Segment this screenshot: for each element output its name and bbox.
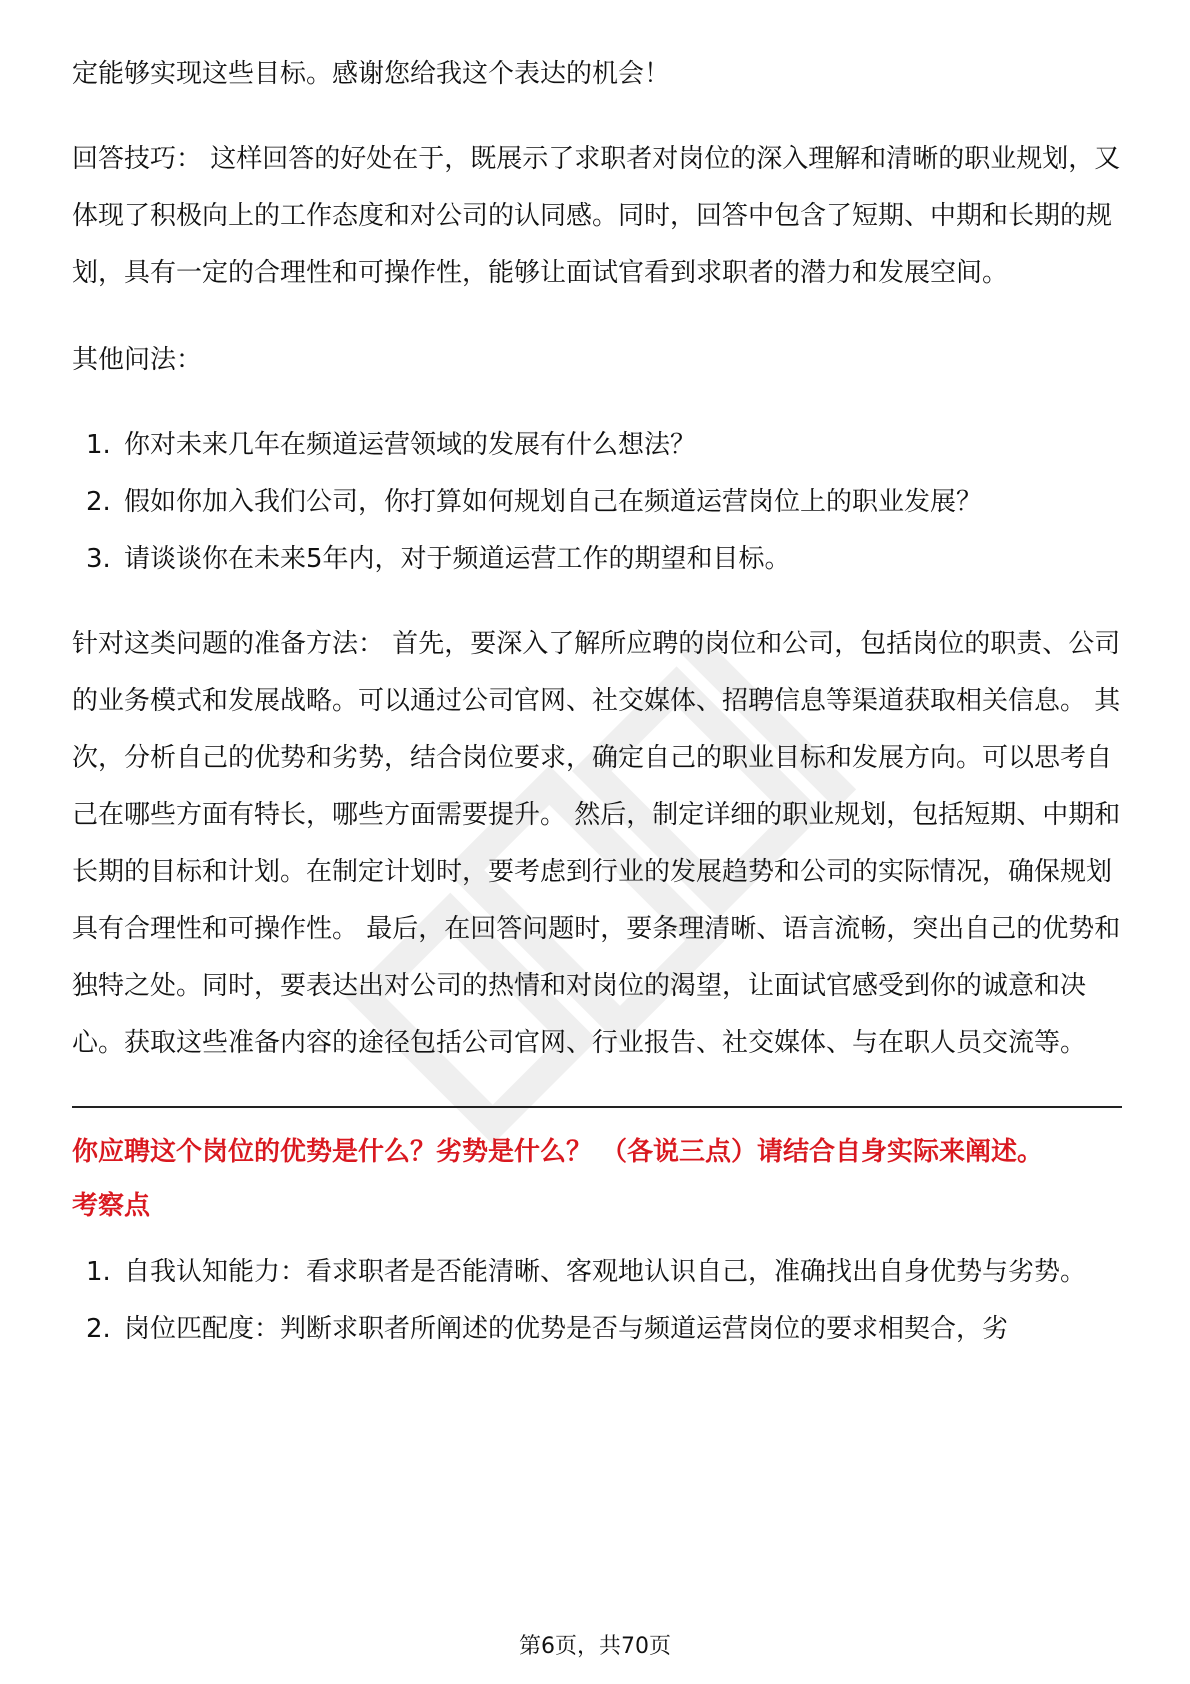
exam-points-list: [72, 1244, 1122, 1358]
list-text: 请谈谈你在未来5年内，对于频道运营工作的期望和目标。: [124, 544, 791, 574]
other-questions-list: [72, 417, 1122, 588]
exam-points-heading: 考察点: [72, 1191, 151, 1221]
intro-line: 定能够实现这些目标。感谢您给我这个表达的机会！: [72, 59, 671, 89]
list-text: 假如你加入我们公司，你打算如何规划自己在频道运营岗位上的职业发展？: [124, 487, 983, 517]
page-number-footer: 第6页，共70页: [519, 1634, 671, 1659]
list-item: [72, 417, 1122, 474]
list-item: [72, 474, 1122, 531]
list-number: 2.: [86, 1314, 111, 1344]
list-number: 1.: [86, 430, 111, 460]
list-number: 3.: [86, 544, 111, 574]
preparation-method: 针对这类问题的准备方法： 首先，要深入了解所应聘的岗位和公司，包括岗位的职责、公司的业务模式和发展战略。可以通过公司官网、社交媒体、招聘信息等渠道获取相关信息。 其次，分析自己的优势和劣势，结合岗位要求，确定自己的职业目标和发展方向。可以思考自己在哪些方面有特长，哪些方面需要提升。 然后，制定详细的职业规划，包括短期、中期和长期的目标和计划。在制定计划时，要考虑到行业的发展趋势和公司的实际情况，确保规划具有合理性和可操作性。 最后，在回答问题时，要条理清晰、语言流畅，突出自己的优势和独特之处。同时，要表达出对公司的热情和对岗位的渴望，让面试官感受到你的诚意和决心。获取这些准备内容的途径包括公司官网、行业报告、社交媒体、与在职人员交流等。: [72, 629, 1121, 1058]
list-number: 2.: [86, 487, 111, 517]
list-number: 1.: [86, 1257, 111, 1287]
list-text: 岗位匹配度：判断求职者所阐述的优势是否与频道运营岗位的要求相契合，劣: [124, 1314, 1009, 1344]
list-item: [72, 1301, 1122, 1358]
main-content: [72, 46, 1122, 1358]
list-item: [72, 531, 1122, 588]
section-divider: [72, 1106, 1122, 1108]
list-item: [72, 1244, 1122, 1301]
answer-tips: 回答技巧： 这样回答的好处在于，既展示了求职者对岗位的深入理解和清晰的职业规划，又体现了积极向上的工作态度和对公司的认同感。同时，回答中包含了短期、中期和长期的规划，具有一定的合理性和可操作性，能够让面试官看到求职者的潜力和发展空间。: [72, 144, 1121, 288]
question-title: 你应聘这个岗位的优势是什么？劣势是什么？ （各说三点）请结合自身实际来阐述。: [72, 1137, 1044, 1167]
other-questions-heading: 其他问法：: [72, 345, 203, 375]
list-text: 你对未来几年在频道运营领域的发展有什么想法？: [124, 430, 697, 460]
list-text: 自我认知能力：看求职者是否能清晰、客观地认识自己，准确找出自身优势与劣势。: [124, 1257, 1087, 1287]
